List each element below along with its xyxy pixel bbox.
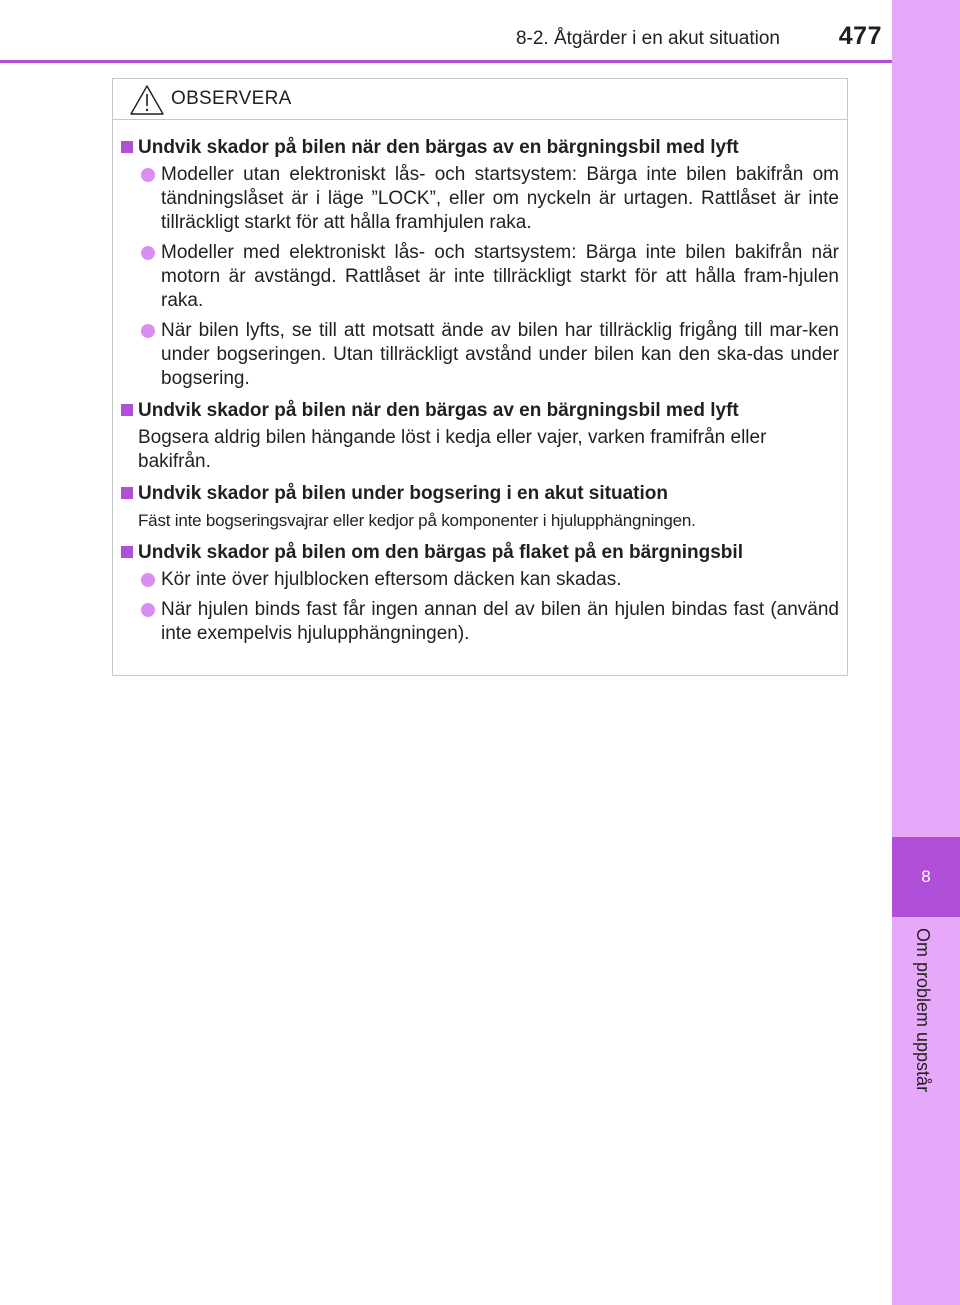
chapter-number: 8: [921, 867, 931, 886]
caution-section: [121, 541, 839, 646]
chapter-title: Om problem uppstår: [913, 928, 933, 1093]
caution-label: OBSERVERA: [171, 88, 292, 109]
bullet-text: Modeller utan elektroniskt lås- och startsystem: Bärga inte bilen bakifrån om tändningslåset är i läge ”LOCK”, eller om nyckeln är urtagen. Rattlåset är inte tillräckligt starkt för att hålla framhjulen raka.: [161, 164, 839, 233]
section-title: Undvik skador på bilen under bogsering i en akut situation: [138, 483, 668, 504]
circle-bullet-icon: [141, 168, 155, 182]
bullet-list: [121, 163, 839, 391]
chapter-number-block: [892, 837, 960, 917]
list-item: [121, 163, 839, 235]
bullet-text: Kör inte över hjulblocken eftersom däcken kan skadas.: [161, 569, 622, 590]
caution-section: [121, 482, 839, 533]
section-text: Bogsera aldrig bilen hängande löst i kedja eller vajer, varken framifrån eller bakifrån.: [138, 427, 767, 472]
header-section-title: 8-2. Åtgärder i en akut situation: [515, 28, 780, 49]
square-bullet-icon: [121, 487, 133, 499]
warning-triangle-icon: [129, 84, 165, 116]
caution-section: [121, 399, 839, 474]
caution-section: [121, 136, 839, 391]
caution-box: [112, 78, 848, 676]
chapter-side-tab: [892, 0, 960, 1305]
list-item: [121, 598, 839, 646]
bullet-text: Modeller med elektroniskt lås- och startsystem: Bärga inte bilen bakifrån när motorn är avstängd. Rattlåset är inte tillräckligt starkt för att hålla fram-hjulen raka.: [161, 242, 839, 311]
square-bullet-icon: [121, 404, 133, 416]
square-bullet-icon: [121, 141, 133, 153]
bullet-text: När bilen lyfts, se till att motsatt ände av bilen har tillräcklig frigång till mar-ken under bogseringen. Utan tillräckligt avstånd under bilen kan den ska-das under bogsering.: [161, 320, 839, 389]
section-title: Undvik skador på bilen när den bärgas av en bärgningsbil med lyft: [138, 400, 739, 421]
circle-bullet-icon: [141, 246, 155, 260]
section-text: Fäst inte bogseringsvajrar eller kedjor på komponenter i hjulupphängningen.: [138, 511, 696, 530]
list-item: [121, 319, 839, 391]
section-title: Undvik skador på bilen om den bärgas på flaket på en bärgningsbil: [138, 542, 743, 563]
list-item: [121, 568, 839, 592]
square-bullet-icon: [121, 546, 133, 558]
caution-header: [113, 79, 847, 120]
bullet-text: När hjulen binds fast får ingen annan del av bilen än hjulen bindas fast (använd inte exempelvis hjulupphängningen).: [161, 599, 839, 644]
list-item: [121, 241, 839, 313]
header-divider: [0, 60, 892, 63]
circle-bullet-icon: [141, 324, 155, 338]
circle-bullet-icon: [141, 573, 155, 587]
page-number: 477: [838, 22, 882, 50]
bullet-list: [121, 568, 839, 646]
section-title: Undvik skador på bilen när den bärgas av en bärgningsbil med lyft: [138, 137, 739, 158]
circle-bullet-icon: [141, 603, 155, 617]
caution-body: [113, 120, 847, 646]
